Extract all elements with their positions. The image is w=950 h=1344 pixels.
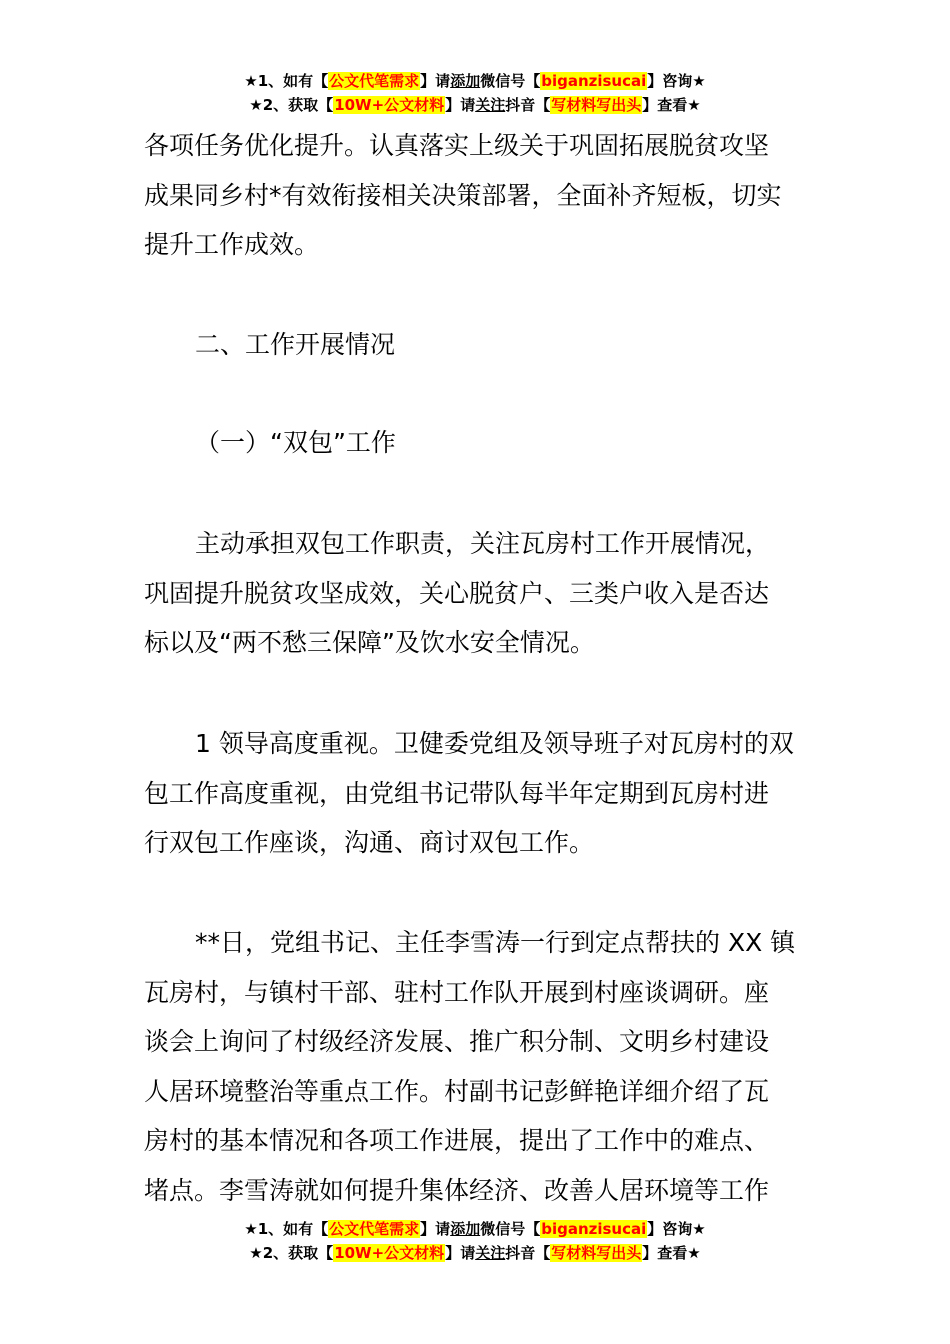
banner-highlight-materials: 10W+公文材料 <box>334 96 445 114</box>
footer-banner-line-2 <box>0 1241 950 1265</box>
banner-text: 】查看★ <box>642 96 701 114</box>
intro-paragraph <box>144 121 808 270</box>
banner-text: ★2、获取【 <box>249 1244 334 1262</box>
footer-banner <box>0 1217 950 1265</box>
banner-highlight-service: 公文代笔需求 <box>329 72 420 90</box>
paragraph-line: 人居环境整治等重点工作。村副书记彭鲜艳详细介绍了瓦 <box>144 1076 770 1106</box>
banner-underlined-text: 关注 <box>475 96 506 114</box>
paragraph-line: 行双包工作座谈，沟通、商讨双包工作。 <box>144 828 595 857</box>
banner-highlight-douyin-id: 写材料写出头 <box>551 96 642 114</box>
banner-underlined-text: 关注 <box>475 1244 506 1262</box>
paragraph-visit <box>144 918 808 1215</box>
banner-highlight-douyin-id: 写材料写出头 <box>551 1244 642 1262</box>
banner-text: 抖音【 <box>505 1244 551 1262</box>
banner-text: 微信号【 <box>480 72 541 90</box>
banner-text: 】请 <box>445 1244 476 1262</box>
subsection-heading-text: （一）“双包”工作 <box>195 428 396 457</box>
banner-text: 微信号【 <box>480 1220 541 1238</box>
subsection-heading <box>144 418 808 468</box>
banner-text: ★2、获取【 <box>249 96 334 114</box>
paragraph-line: 瓦房村，与镇村干部、驻村工作队开展到村座谈调研。座 <box>144 977 770 1007</box>
paragraph-line: 成果同乡村*有效衔接相关决策部署，全面补齐短板，切实 <box>144 180 782 210</box>
header-banner-line-2 <box>0 93 950 117</box>
banner-underlined-text: 添加 <box>450 1220 481 1238</box>
section-heading-text: 二、工作开展情况 <box>195 330 396 359</box>
paragraph-leadership <box>144 719 808 868</box>
banner-text: 】请 <box>445 96 476 114</box>
banner-highlight-wechat-id: biganzisucai <box>541 1220 647 1238</box>
banner-highlight-service: 公文代笔需求 <box>329 1220 420 1238</box>
paragraph-line: 谈会上询问了村级经济发展、推广积分制、文明乡村建设 <box>144 1027 770 1056</box>
banner-highlight-wechat-id: biganzisucai <box>541 72 647 90</box>
paragraph-line: 标以及“两不愁三保障”及饮水安全情况。 <box>144 628 595 657</box>
banner-text: 】咨询★ <box>647 72 706 90</box>
footer-banner-line-1 <box>0 1217 950 1241</box>
paragraph-line: 提升工作成效。 <box>144 230 320 259</box>
header-banner-line-1 <box>0 69 950 93</box>
banner-underlined-text: 添加 <box>450 72 481 90</box>
header-banner <box>0 69 950 117</box>
section-heading <box>144 320 808 370</box>
banner-text: ★1、如有【 <box>244 72 329 90</box>
banner-text: 抖音【 <box>505 96 551 114</box>
banner-text: ★1、如有【 <box>244 1220 329 1238</box>
paragraph-line: 房村的基本情况和各项工作进展，提出了工作中的难点、 <box>144 1126 770 1155</box>
banner-text: 】查看★ <box>642 1244 701 1262</box>
paragraph-line: 1 领导高度重视。卫健委党组及领导班子对瓦房村的双 <box>195 729 794 758</box>
paragraph-line: 主动承担双包工作职责，关注瓦房村工作开展情况， <box>195 529 771 558</box>
paragraph-line: 各项任务优化提升。认真落实上级关于巩固拓展脱贫攻坚 <box>144 131 770 160</box>
paragraph-duties <box>144 519 808 668</box>
paragraph-line: 包工作高度重视，由党组书记带队每半年定期到瓦房村进 <box>144 778 770 808</box>
banner-text: 】咨询★ <box>647 1220 706 1238</box>
paragraph-line: 堵点。李雪涛就如何提升集体经济、改善人居环境等工作 <box>144 1175 770 1205</box>
banner-highlight-materials: 10W+公文材料 <box>334 1244 445 1262</box>
paragraph-line: 巩固提升脱贫攻坚成效，关心脱贫户、三类户收入是否达 <box>144 578 770 608</box>
paragraph-line: **日，党组书记、主任李雪涛一行到定点帮扶的 XX 镇 <box>195 928 796 957</box>
banner-text: 】请 <box>420 72 451 90</box>
banner-text: 】请 <box>420 1220 451 1238</box>
